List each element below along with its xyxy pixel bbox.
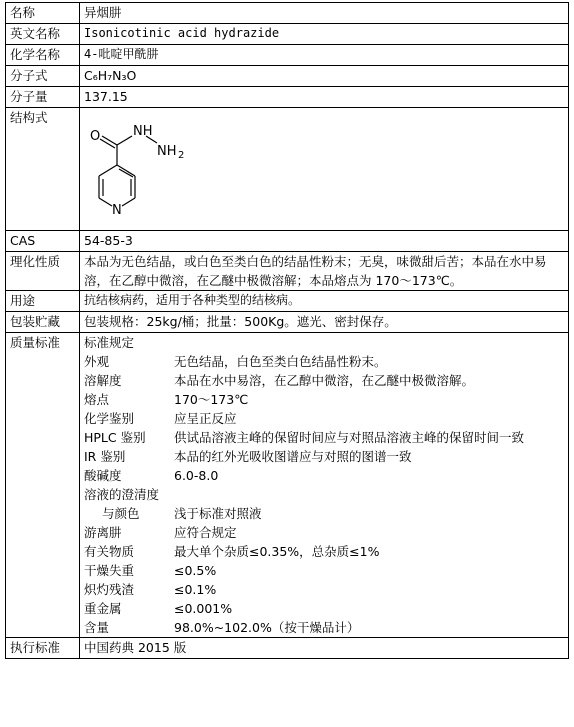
quality-item-value: 最大单个杂质≤0.35%，总杂质≤1% [174,544,380,559]
row-quality-standard [6,333,569,638]
packaging-label: 包装贮藏 [6,312,80,333]
chemical-name-label: 化学名称 [6,45,80,66]
quality-item-name: 外观 [84,354,110,369]
formula-value: C₆H₇N₃O [80,66,569,87]
row-molecular-weight [6,87,569,108]
atom-ring-nitrogen: N [112,203,122,218]
quality-item-value: 浅于标准对照液 [174,506,262,521]
atom-oxygen: O [90,129,101,144]
quality-item-value: 应呈正反应 [174,411,237,426]
packaging-value: 包装规格：25kg/桶；批量：500Kg。遮光、密封保存。 [80,312,569,333]
structure-cell [80,108,569,231]
quality-item-value: 应符合规定 [174,525,237,540]
quality-spec-list [84,333,564,637]
atom-nh2: NH [157,144,177,159]
name-label: 名称 [6,3,80,24]
quality-item-value: 供试品溶液主峰的保留时间应与对照品溶液主峰的保留时间一致 [174,430,525,445]
quality-item-name: HPLC 鉴别 [84,430,146,445]
quality-item-name: 溶液的澄清度 [84,487,160,502]
quality-item-value: 本品的红外光吸收图谱应与对照的图谱一致 [174,449,412,464]
name-value: 异烟肼 [80,3,569,24]
quality-item-name: IR 鉴别 [84,449,126,464]
quality-item-value: ≤0.1% [174,582,217,597]
quality-item-name: 化学鉴别 [84,411,135,426]
product-spec-table [5,2,569,659]
quality-item-name: 溶解度 [84,373,122,388]
row-english-name [6,24,569,45]
row-formula [6,66,569,87]
english-name-value: Isonicotinic acid hydrazide [80,24,569,45]
quality-item-value: ≤0.5% [174,563,217,578]
formula-label: 分子式 [6,66,80,87]
atom-nh2-subscript: 2 [178,150,185,161]
quality-item-name: 含量 [84,620,110,635]
structure-label: 结构式 [6,108,80,231]
row-use [6,291,569,312]
english-name-label: 英文名称 [6,24,80,45]
use-value: 抗结核病药，适用于各种类型的结核病。 [80,291,569,312]
quality-item-name: 与颜色 [102,506,140,521]
quality-item-name: 干燥失重 [84,563,135,578]
executive-standard-value: 中国药典 2015 版 [80,638,569,659]
atom-nh: NH [133,124,153,139]
quality-item-name: 重金属 [84,601,122,616]
quality-item-value: 6.0-8.0 [174,468,219,483]
quality-item-value: 98.0%~102.0%（按干燥品计） [174,620,360,635]
cas-value: 54-85-3 [80,231,569,252]
quality-item-name: 炽灼残渣 [84,582,135,597]
quality-item-name: 有关物质 [84,544,135,559]
row-chemical-name [6,45,569,66]
quality-label: 质量标准 [6,333,80,638]
row-packaging [6,312,569,333]
properties-value: 本品为无色结晶，或白色至类白色的结晶性粉末；无臭，味微甜后苦；本品在水中易溶，在乙醇中微溶，在乙醚中极微溶解；本品熔点为 170～173℃。 [80,252,569,291]
quality-item-name: 熔点 [84,392,110,407]
structural-formula-diagram [86,110,206,228]
use-label: 用途 [6,291,80,312]
properties-label: 理化性质 [6,252,80,291]
quality-item-name: 游离肼 [84,525,122,540]
row-executive-standard [6,638,569,659]
molecular-weight-value: 137.15 [80,87,569,108]
quality-cell [80,333,569,638]
quality-header: 标准规定 [84,335,135,350]
quality-item-name: 酸碱度 [84,468,122,483]
molecular-weight-label: 分子量 [6,87,80,108]
row-name [6,3,569,24]
row-cas [6,231,569,252]
quality-item-value: 本品在水中易溶，在乙醇中微溶，在乙醚中极微溶解。 [174,373,475,388]
row-structure [6,108,569,231]
chemical-name-value: 4-吡啶甲酰肼 [80,45,569,66]
quality-item-value: ≤0.001% [174,601,233,616]
cas-label: CAS [6,231,80,252]
quality-item-value: 无色结晶，白色至类白色结晶性粉末。 [174,354,387,369]
executive-standard-label: 执行标准 [6,638,80,659]
row-properties [6,252,569,291]
quality-item-value: 170～173℃ [174,392,249,407]
